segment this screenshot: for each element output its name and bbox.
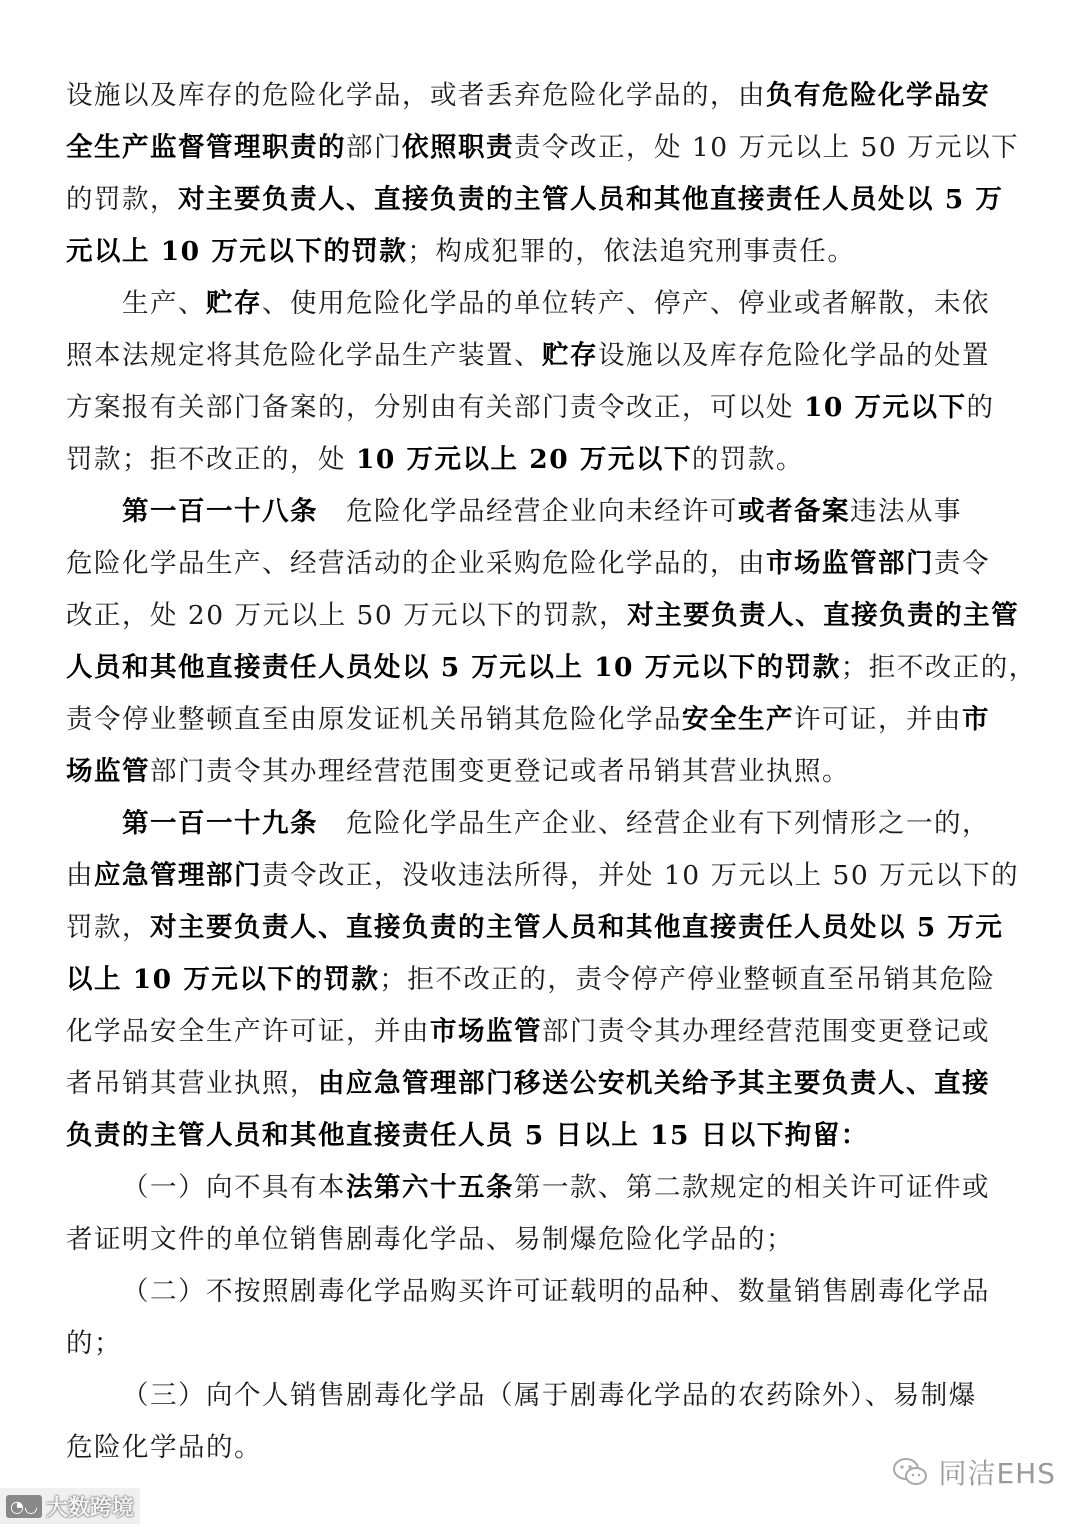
bold-text-run: 安全生产 [682, 704, 794, 735]
text-run: 危险化学品的。 [66, 1432, 262, 1463]
text-line [66, 128, 1020, 168]
bold-text-run: 市 [962, 704, 990, 735]
text-run: 的 [966, 392, 995, 423]
text-run: 违法从事 [850, 496, 962, 527]
article-number: 第一百一十九条 [122, 808, 318, 839]
text-line [66, 960, 1016, 1000]
text-line [66, 1064, 1016, 1104]
text-run: （二）不按照剧毒化学品购买许可证载明的品种、数量销售剧毒化学品 [122, 1276, 990, 1307]
text-run: 者吊销其营业执照， [66, 1068, 318, 1099]
bold-text-run: 对主要负责人、直接负责的主管人员和其他直接责任人员处以 5 万 [178, 184, 1004, 215]
text-line [66, 544, 1016, 584]
text-run: 部门责令其办理经营范围变更登记或者吊销其营业执照。 [150, 756, 850, 787]
text-line [66, 596, 1020, 636]
bold-text-run: 负责的主管人员和其他直接责任人员 5 日以上 15 日以下拘留： [66, 1120, 869, 1151]
text-run: 方案报有关部门备案的，分别由有关部门责令改正，可以处 [66, 392, 804, 423]
text-line [66, 76, 1016, 116]
text-run: 的罚款， [66, 184, 178, 215]
text-run: 责令 [934, 548, 990, 579]
bold-text-run: 或者备案 [738, 496, 850, 527]
text-run: 的罚款。 [691, 444, 804, 475]
bold-text-run: 10 万元以上 20 万元以下 [355, 444, 692, 475]
source-watermark-text: 大数跨境 [45, 1495, 134, 1521]
text-run: 照本法规定将其危险化学品生产装置、 [66, 340, 542, 371]
article-heading-line [122, 804, 1016, 844]
bold-text-run: 元以上 10 万元以下的罚款 [66, 236, 408, 267]
bold-text-run: 贮存 [542, 340, 598, 371]
text-line [66, 752, 1016, 792]
text-line [66, 336, 1016, 376]
article-number: 第一百一十八条 [122, 496, 318, 527]
text-run: 危险化学品生产、经营活动的企业采购危险化学品的，由 [66, 548, 766, 579]
text-run: 许可证，并由 [794, 704, 962, 735]
text-line [66, 440, 1016, 480]
text-line [66, 856, 1020, 896]
text-run: 设施以及库存危险化学品的处置 [598, 340, 990, 371]
weibo-style-logo-icon: ◔◡ [6, 1495, 42, 1518]
text-run: 化学品安全生产许可证，并由 [66, 1016, 430, 1047]
text-run: （一）向不具有本 [122, 1172, 346, 1203]
text-line [66, 1324, 1016, 1364]
text-run: 生产、 [122, 288, 206, 319]
source-watermark [0, 1488, 140, 1524]
bold-text-run: 场监管 [66, 756, 150, 787]
text-run: ；构成犯罪的，依法追究刑事责任。 [407, 236, 856, 267]
text-line [122, 284, 1016, 324]
bold-text-run: 贮存 [206, 288, 262, 319]
bold-text-run: 对主要负责人、直接负责的主管人员和其他直接责任人员处以 5 万元 [150, 912, 1004, 943]
text-line [66, 232, 1016, 272]
text-run: 、使用危险化学品的单位转产、停产、停业或者解散，未依 [262, 288, 990, 319]
text-line [66, 1012, 1016, 1052]
bold-text-run: 10 万元以下 [803, 392, 967, 423]
text-line [66, 700, 1016, 740]
wechat-account-name: 同洁EHS [938, 1457, 1056, 1490]
text-run: （三）向个人销售剧毒化学品（属于剧毒化学品的农药除外）、易制爆 [122, 1380, 977, 1411]
bold-text-run: 应急管理部门 [94, 860, 262, 891]
text-run: 部门 [346, 132, 402, 163]
bold-text-run: 法第六十五条 [346, 1172, 514, 1203]
text-run: ；拒不改正的，责令停产停业整顿直至吊销其危险 [379, 964, 996, 995]
bold-text-run: 市场监管部门 [766, 548, 934, 579]
wechat-watermark [892, 1452, 1056, 1492]
text-run: ；拒不改正的， [840, 652, 1037, 683]
article-heading-line [122, 492, 1016, 532]
bold-text-run: 市场监管 [430, 1016, 542, 1047]
text-run: 危险化学品生产企业、经营企业有下列情形之一的， [318, 808, 990, 839]
text-run: 的； [66, 1328, 122, 1359]
text-run: 危险化学品经营企业向未经许可 [318, 496, 738, 527]
text-run: 罚款， [66, 912, 150, 943]
text-run: 责令停业整顿直至由原发证机关吊销其危险化学品 [66, 704, 682, 735]
text-run: 设施以及库存的危险化学品，或者丢弃危险化学品的，由 [66, 80, 766, 111]
text-run: 第一款、第二款规定的相关许可证件或 [514, 1172, 990, 1203]
bold-text-run: 以上 10 万元以下的罚款 [66, 964, 380, 995]
wechat-icon [892, 1457, 928, 1487]
bold-text-run: 由应急管理部门移送公安机关给予其主要负责人、直接 [318, 1068, 990, 1099]
text-run: 者证明文件的单位销售剧毒化学品、易制爆危险化学品的； [66, 1224, 794, 1255]
list-item-line [122, 1168, 1016, 1208]
text-run: 由 [66, 860, 94, 891]
bold-text-run: 依照职责 [402, 132, 514, 163]
list-item-line [122, 1376, 1016, 1416]
text-run: 罚款；拒不改正的，处 [66, 444, 356, 475]
text-line [66, 1220, 1016, 1260]
bold-text-run: 人员和其他直接责任人员处以 5 万元以上 10 万元以下的罚款 [66, 652, 841, 683]
bold-text-run: 全生产监督管理职责的 [66, 132, 346, 163]
text-line [66, 180, 1016, 220]
text-run: 改正，处 20 万元以上 50 万元以下的罚款， [66, 600, 628, 631]
text-run: 部门责令其办理经营范围变更登记或 [542, 1016, 990, 1047]
text-line [66, 1116, 1016, 1156]
bold-text-run: 负有危险化学品安 [766, 80, 990, 111]
text-line [66, 1428, 1016, 1468]
text-line [66, 648, 1037, 688]
text-line [66, 908, 1016, 948]
list-item-line [122, 1272, 1016, 1312]
text-line [66, 388, 1016, 428]
text-run: 责令改正，没收违法所得，并处 10 万元以上 50 万元以下的 [262, 860, 1020, 891]
text-run: 责令改正，处 10 万元以上 50 万元以下 [514, 132, 1020, 163]
bold-text-run: 对主要负责人、直接负责的主管 [627, 600, 1020, 631]
